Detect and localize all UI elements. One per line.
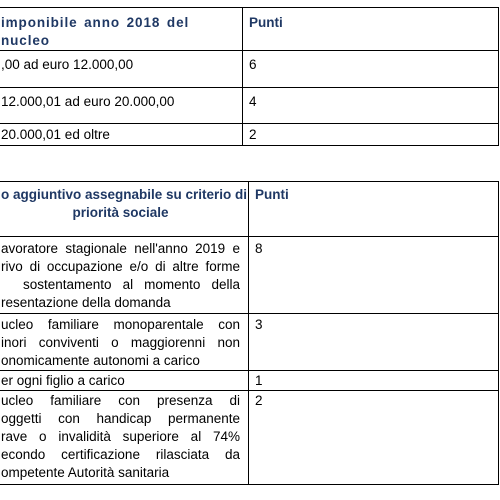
row-points: 1 <box>255 373 263 388</box>
row-label: avoratore stagionale nell'anno 2019 e rivo di occupazione e/o di altre forme sostentamento al momento della resentazione della domanda <box>1 241 240 310</box>
header-label-line: priorità sociale <box>72 205 169 220</box>
header-cell-points <box>249 182 499 237</box>
table-row <box>0 391 499 485</box>
row-points: 4 <box>249 94 257 109</box>
table-row <box>0 371 499 391</box>
row-label: 20.000,01 ed oltre <box>1 127 110 142</box>
header-points: Punti <box>249 15 283 30</box>
social-priority-points-table <box>0 181 499 485</box>
table-row <box>0 51 499 88</box>
table-row <box>0 237 499 314</box>
row-points: 2 <box>255 393 263 408</box>
table-row <box>0 124 499 146</box>
header-points: Punti <box>255 187 289 202</box>
row-points: 6 <box>249 57 257 72</box>
row-label: ,00 ad euro 12.000,00 <box>1 57 134 72</box>
header-cell-label <box>0 8 243 51</box>
table-header-row <box>0 8 499 51</box>
row-points: 8 <box>255 241 263 256</box>
row-label: ucleo familiare monoparentale con inori conviventi o maggiorenni non onomicamente autonomi a carico <box>1 317 240 368</box>
row-points: 3 <box>255 317 263 332</box>
table-header-row <box>0 182 499 237</box>
header-cell-points <box>243 8 499 51</box>
row-label: ucleo familiare con presenza di oggetti con handicap permanente rave o invalidità superiore al 74% econdo certificazione rilasciata da ompetente Autorità sanitaria <box>1 393 240 480</box>
row-label: er ogni figlio a carico <box>1 373 125 388</box>
header-cell-label <box>0 182 249 237</box>
header-label-line: o aggiuntivo assegnabile su criterio di <box>1 187 248 202</box>
header-label: imponibile anno 2018 del nucleo <box>1 15 190 48</box>
income-points-table <box>0 7 499 146</box>
row-points: 2 <box>249 127 257 142</box>
table-row <box>0 314 499 371</box>
row-label: 12.000,01 ad euro 20.000,00 <box>1 94 175 109</box>
table-row <box>0 88 499 124</box>
